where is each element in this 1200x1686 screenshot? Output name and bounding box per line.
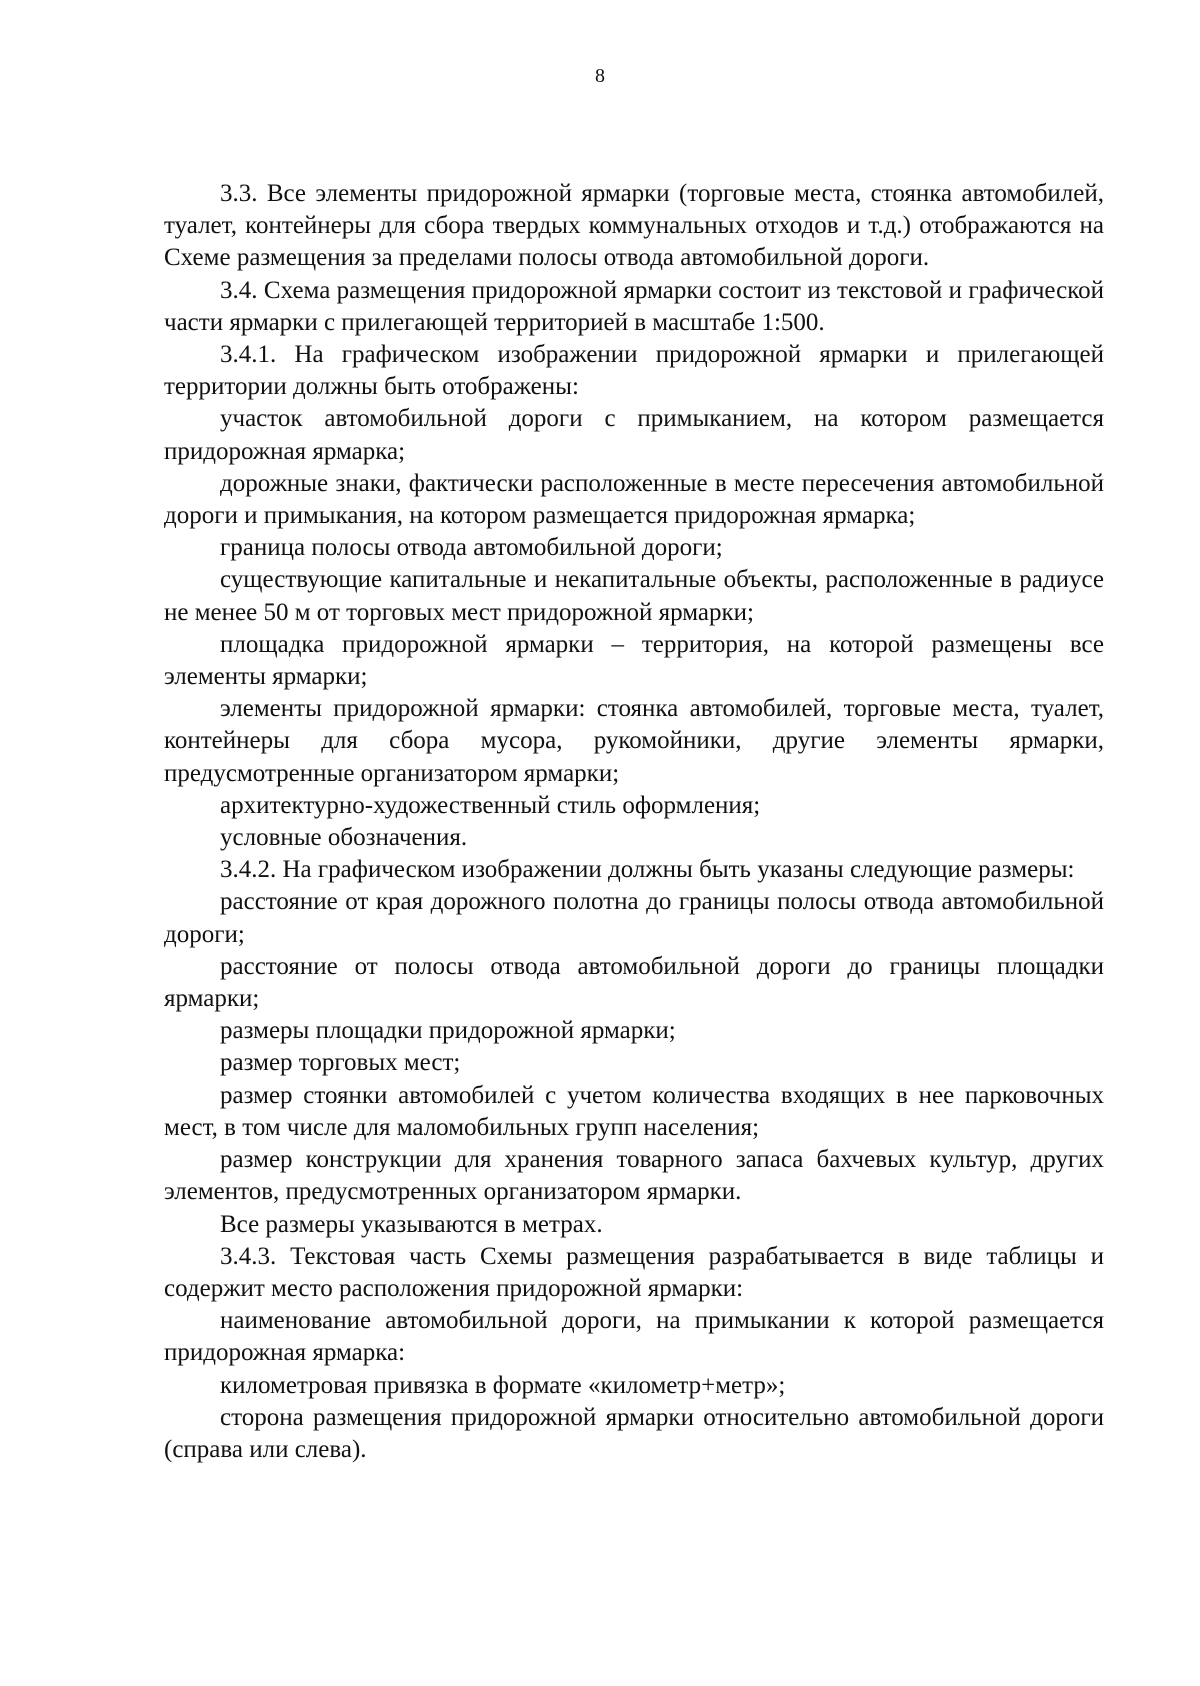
list-item: граница полосы отвода автомобильной дороги;: [220, 534, 723, 562]
list-item: Все размеры указываются в метрах.: [220, 1210, 603, 1238]
list-item: архитектурно-художественный стиль оформления;: [220, 791, 761, 819]
list-item: существующие капитальные и некапитальные объекты, расположенные в радиусе не менее 50 м от торговых мест придорожной ярмарки;: [164, 566, 1104, 626]
list-item: дорожные знаки, фактически расположенные в месте пересечения автомобильной дороги и примыкания, на котором размещается придорожная ярмарка;: [164, 469, 1104, 530]
list-item: размер стоянки автомобилей с учетом количества входящих в нее парковочных мест, в том числе для маломобильных групп населения;: [164, 1081, 1104, 1141]
paragraph-3-4: 3.4. Схема размещения придорожной ярмарки состоит из текстовой и графической части ярмарки с прилегающей территорией в масштабе 1:500.: [164, 276, 1104, 336]
paragraph-3-4-3: 3.4.3. Текстовая часть Схемы размещения разрабатывается в виде таблицы и содержит место расположения придорожной ярмарки:: [164, 1242, 1104, 1302]
page-number: 8: [595, 65, 605, 87]
list-item: размеры площадки придорожной ярмарки;: [220, 1017, 676, 1045]
list-item: элементы придорожной ярмарки: стоянка автомобилей, торговые места, туалет, контейнеры для сбора мусора, рукомойники, другие элементы ярмарки, предусмотренные организатором ярмарки;: [164, 695, 1104, 787]
list-item: размер конструкции для хранения товарного запаса бахчевых культур, других элементов, предусмотренных организатором ярмарки.: [164, 1146, 1104, 1206]
document-body: [164, 178, 1104, 1466]
list-item: расстояние от края дорожного полотна до границы полосы отвода автомобильной дороги;: [164, 888, 1104, 948]
list-item: расстояние от полосы отвода автомобильной дороги до границы площадки ярмарки;: [164, 952, 1104, 1013]
paragraph-3-3: 3.3. Все элементы придорожной ярмарки (торговые места, стоянка автомобилей, туалет, контейнеры для сбора твердых коммунальных отходов и т.д.) отображаются на Схеме размещения за пределами полосы отвода автомобильной дороги.: [164, 180, 1104, 272]
list-item: размер торговых мест;: [220, 1049, 461, 1077]
list-item: участок автомобильной дороги с примыканием, на котором размещается придорожная ярмарка;: [164, 405, 1104, 465]
paragraph-3-4-2: 3.4.2. На графическом изображении должны быть указаны следующие размеры:: [220, 856, 1075, 884]
list-item: километровая привязка в формате «километр+метр»;: [220, 1371, 786, 1399]
paragraph-3-4-1: 3.4.1. На графическом изображении придорожной ярмарки и прилегающей территории должны быть отображены:: [164, 341, 1104, 401]
list-item: сторона размещения придорожной ярмарки относительно автомобильной дороги (справа или слева).: [164, 1403, 1104, 1463]
list-item: условные обозначения.: [220, 824, 468, 852]
list-item: наименование автомобильной дороги, на примыкании к которой размещается придорожная ярмарка:: [164, 1307, 1104, 1367]
list-item: площадка придорожной ярмарки – территория, на которой размещены все элементы ярмарки;: [164, 630, 1104, 691]
